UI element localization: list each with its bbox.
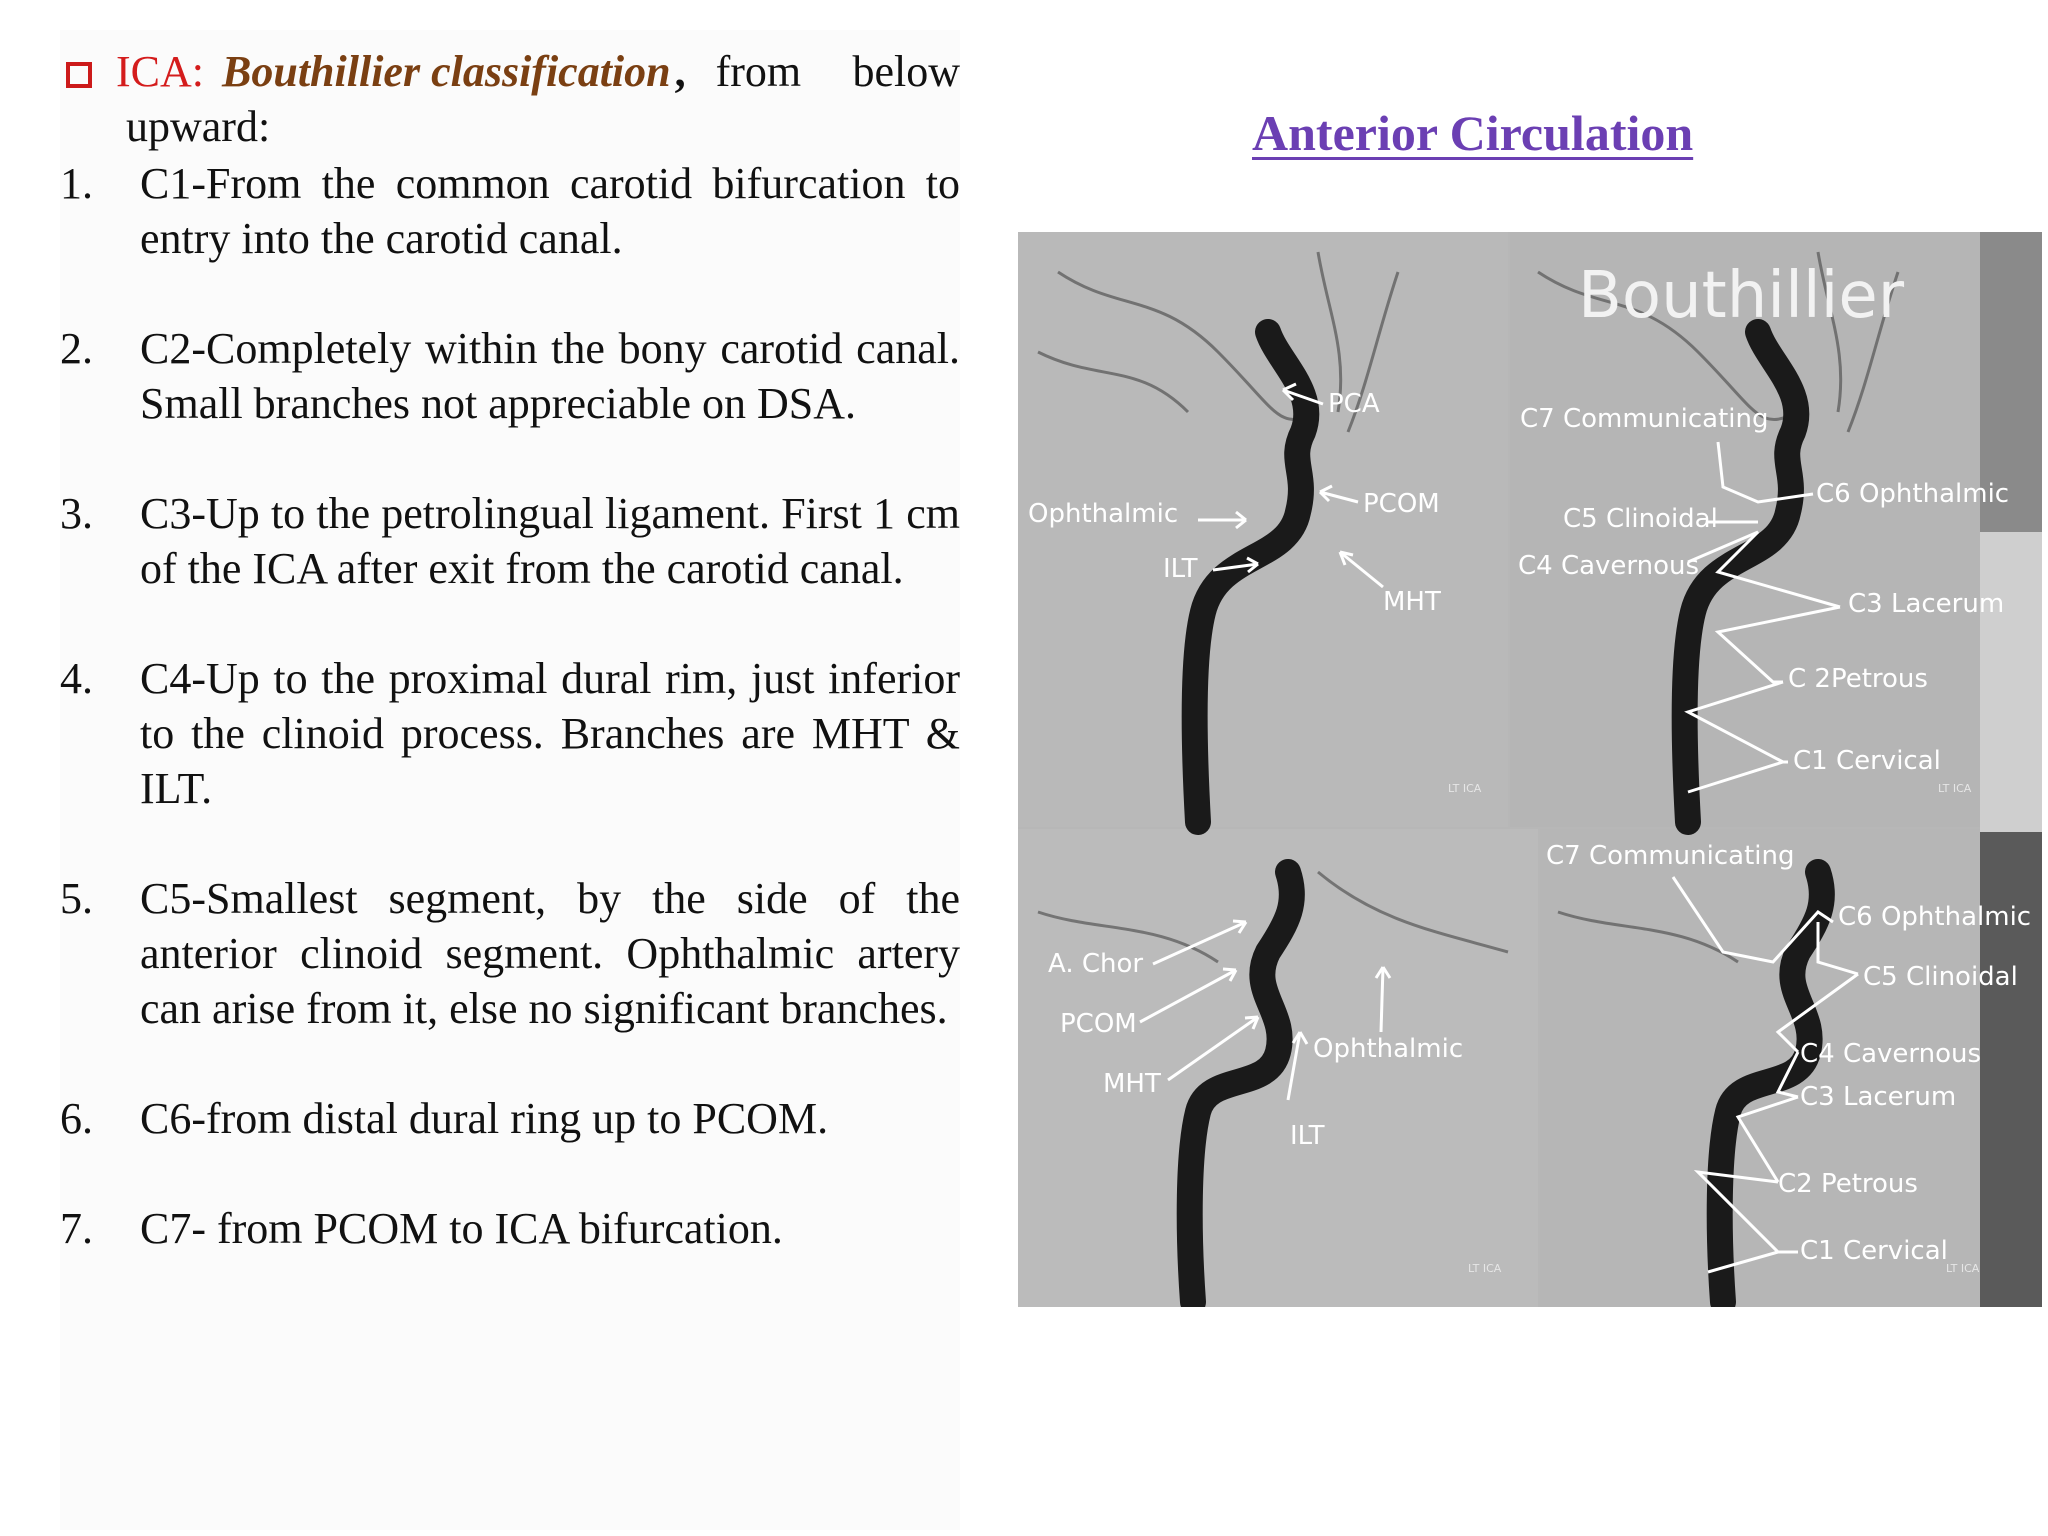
- label-mht-2: MHT: [1103, 1069, 1161, 1099]
- label-c6-2: C6 Ophthalmic: [1838, 902, 2032, 932]
- list-item-number: 2.: [60, 324, 93, 373]
- list-item: [60, 651, 960, 816]
- list-item-text: C6-from distal dural ring up to PCOM.: [140, 1094, 829, 1143]
- label-c2: C 2Petrous: [1788, 664, 1928, 694]
- ica-label: ICA:: [116, 47, 204, 96]
- label-c7: C7 Communicating: [1520, 404, 1769, 434]
- list-item-number: 4.: [60, 654, 93, 703]
- checkbox-square-icon: [66, 62, 92, 88]
- edge-strip-light: [1980, 532, 2042, 832]
- list-item-text: C3-Up to the petrolingual ligament. First 1 cm of the ICA after exit from the carotid canal.: [140, 489, 960, 593]
- label-c4-2: C4 Cavernous: [1800, 1039, 1982, 1069]
- label-c5: C5 Clinoidal: [1563, 504, 1718, 534]
- classification-name: Bouthillier classification: [222, 47, 671, 96]
- figure-heading: Bouthillier: [1578, 259, 1905, 333]
- label-pcom: PCOM: [1363, 489, 1440, 519]
- intro-rest-line-2: upward:: [126, 102, 271, 151]
- list-item-text: C4-Up to the proximal dural rim, just inferior to the clinoid process. Branches are MHT & ILT.: [140, 654, 960, 813]
- list-item-number: 5.: [60, 874, 93, 923]
- label-ophthalmic-2: Ophthalmic: [1313, 1034, 1464, 1064]
- label-mht: MHT: [1383, 587, 1441, 617]
- list-item-text: C7- from PCOM to ICA bifurcation.: [140, 1204, 783, 1253]
- intro-rest-line-1: from below: [715, 47, 960, 96]
- list-item: [60, 156, 960, 266]
- list-item-text: C1-From the common carotid bifurcation to entry into the carotid canal.: [140, 159, 960, 263]
- side-tag: LT ICA: [1468, 1262, 1502, 1275]
- intro-line-1: [66, 44, 960, 99]
- label-c2-2: C2 Petrous: [1778, 1169, 1918, 1199]
- side-tag: LT ICA: [1938, 782, 1972, 795]
- list-item: [60, 321, 960, 431]
- label-ilt-2: ILT: [1290, 1121, 1325, 1151]
- list-item-text: C5-Smallest segment, by the side of the anterior clinoid segment. Ophthalmic artery can arise from it, else no significant branches.: [140, 874, 960, 1033]
- list-item-number: 3.: [60, 489, 93, 538]
- side-tag: LT ICA: [1448, 782, 1482, 795]
- label-pcom-2: PCOM: [1060, 1009, 1137, 1039]
- list-item: [60, 486, 960, 596]
- label-c5-2: C5 Clinoidal: [1863, 962, 2018, 992]
- list-item: [60, 871, 960, 1036]
- label-c3-2: C3 Lacerum: [1800, 1082, 1957, 1112]
- label-ilt: ILT: [1163, 554, 1198, 584]
- label-ophthalmic: Ophthalmic: [1028, 499, 1179, 529]
- label-c1-2: C1 Cervical: [1800, 1236, 1948, 1266]
- label-c3: C3 Lacerum: [1848, 589, 2005, 619]
- label-pca: PCA: [1328, 389, 1380, 419]
- list-item-number: 1.: [60, 159, 93, 208]
- label-c4: C4 Cavernous: [1518, 551, 1700, 581]
- intro-paragraph: [66, 44, 960, 154]
- angiogram-figure: [1018, 232, 2042, 1307]
- segment-list: [60, 156, 960, 1311]
- side-tag: LT ICA: [1946, 1262, 1980, 1275]
- label-c7-2: C7 Communicating: [1546, 841, 1795, 871]
- label-c6: C6 Ophthalmic: [1816, 479, 2010, 509]
- list-item-number: 6.: [60, 1094, 93, 1143]
- label-c1: C1 Cervical: [1793, 746, 1941, 776]
- list-item-number: 7.: [60, 1204, 93, 1253]
- intro-comma: ,: [674, 47, 686, 96]
- list-item-text: C2-Completely within the bony carotid canal. Small branches not appreciable on DSA.: [140, 324, 960, 428]
- slide-title: Anterior Circulation: [1252, 105, 1694, 161]
- list-item: [60, 1091, 960, 1146]
- list-item: [60, 1201, 960, 1256]
- label-achor: A. Chor: [1048, 949, 1144, 979]
